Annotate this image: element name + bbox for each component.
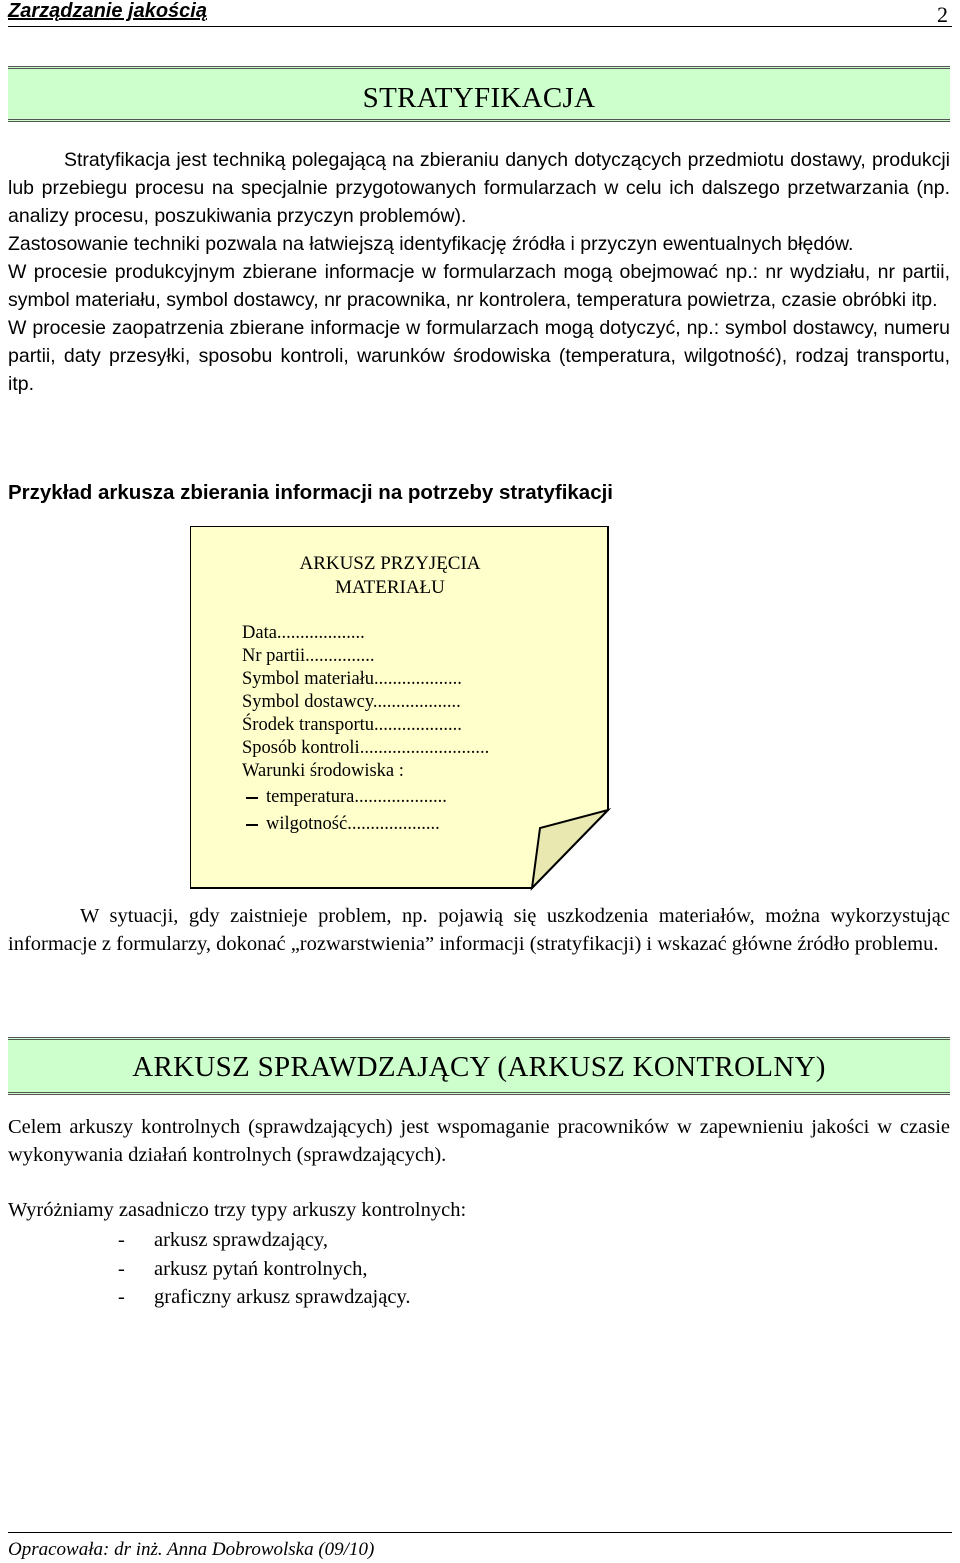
types-list bbox=[118, 1226, 411, 1312]
form-subfield: temperatura.................... bbox=[242, 786, 489, 809]
section-title: STRATYFIKACJA bbox=[362, 82, 596, 114]
section-band-arkusz bbox=[8, 1037, 950, 1095]
example-heading: Przykład arkusza zbierania informacji na potrzeby stratyfikacji bbox=[8, 481, 613, 504]
form-field: Symbol materiału................... bbox=[242, 669, 462, 689]
paragraph: Wyróżniamy zasadniczo trzy typy arkuszy kontrolnych: bbox=[8, 1199, 467, 1221]
section-title: ARKUSZ SPRAWDZAJĄCY (ARKUSZ KONTROLNY) bbox=[132, 1051, 826, 1083]
intro-text bbox=[8, 146, 950, 398]
footer-author: Opracowała: dr inż. Anna Dobrowolska (09/10) bbox=[8, 1539, 375, 1560]
form-note bbox=[190, 526, 608, 888]
header-title: Zarządzanie jakością bbox=[8, 0, 207, 22]
paragraph: W sytuacji, gdy zaistnieje problem, np. pojawią się uszkodzenia materiałów, można wykorzystując informacje z formularzy, dokonać „rozwarstwienia” informacji (stratyfikacji) i wskazać główne źródło problemu. bbox=[8, 905, 950, 955]
form-title-line: MATERIAŁU bbox=[335, 577, 445, 598]
form-title bbox=[230, 552, 550, 600]
form-subfield: wilgotność.................... bbox=[242, 813, 489, 836]
paragraph: W procesie zaopatrzenia zbierane informacje w formularzach mogą dotyczyć, np.: symbol dostawcy, numeru partii, daty przesyłki, sposobu kontroli, warunków środowiska (temperatura, wilgotność), rodzaj transportu, itp. bbox=[8, 317, 950, 395]
paragraph: Celem arkuszy kontrolnych (sprawdzających) jest wspomaganie pracowników w zapewnieniu jakości w czasie wykonywania działań kontrolnych (sprawdzających). bbox=[8, 1116, 950, 1166]
form-field: Warunki środowiska : bbox=[242, 761, 404, 781]
paragraph: Stratyfikacja jest techniką polegającą na zbieraniu danych dotyczących przedmiotu dostawy, produkcji lub przebiegu procesu na specjalnie przygotowanych formularzach w celu ich dalszego przetwarzania (np. analizy procesu, poszukiwania przyczyn problemów). bbox=[8, 149, 950, 227]
form-field: Nr partii............... bbox=[242, 646, 375, 666]
page-footer bbox=[8, 1532, 952, 1561]
page-header bbox=[8, 0, 952, 27]
section-band-stratyfikacja bbox=[8, 66, 950, 122]
paragraph: Zastosowanie techniki pozwala na łatwiejszą identyfikację źródła i przyczyn ewentualnych błędów. bbox=[8, 233, 854, 255]
form-field: Symbol dostawcy................... bbox=[242, 692, 461, 712]
page-number: 2 bbox=[937, 2, 948, 27]
conclusion-text bbox=[8, 902, 950, 958]
form-field: Sposób kontroli............................ bbox=[242, 738, 490, 758]
form-title-line: ARKUSZ PRZYJĘCIA bbox=[299, 553, 481, 574]
form-field: Środek transportu................... bbox=[242, 715, 462, 735]
form-fields bbox=[242, 622, 489, 836]
form-field: Data................... bbox=[242, 623, 365, 643]
paragraph: W procesie produkcyjnym zbierane informacje w formularzach mogą obejmować np.: nr wydziału, nr partii, symbol materiału, symbol dostawcy, nr pracownika, nr kontrolera, temperatura powietrza, czasie obróbki itp. bbox=[8, 261, 950, 311]
list-item: - arkusz pytań kontrolnych, bbox=[118, 1255, 411, 1284]
list-item: - graficzny arkusz sprawdzający. bbox=[118, 1283, 411, 1312]
list-item: - arkusz sprawdzający, bbox=[118, 1226, 411, 1255]
